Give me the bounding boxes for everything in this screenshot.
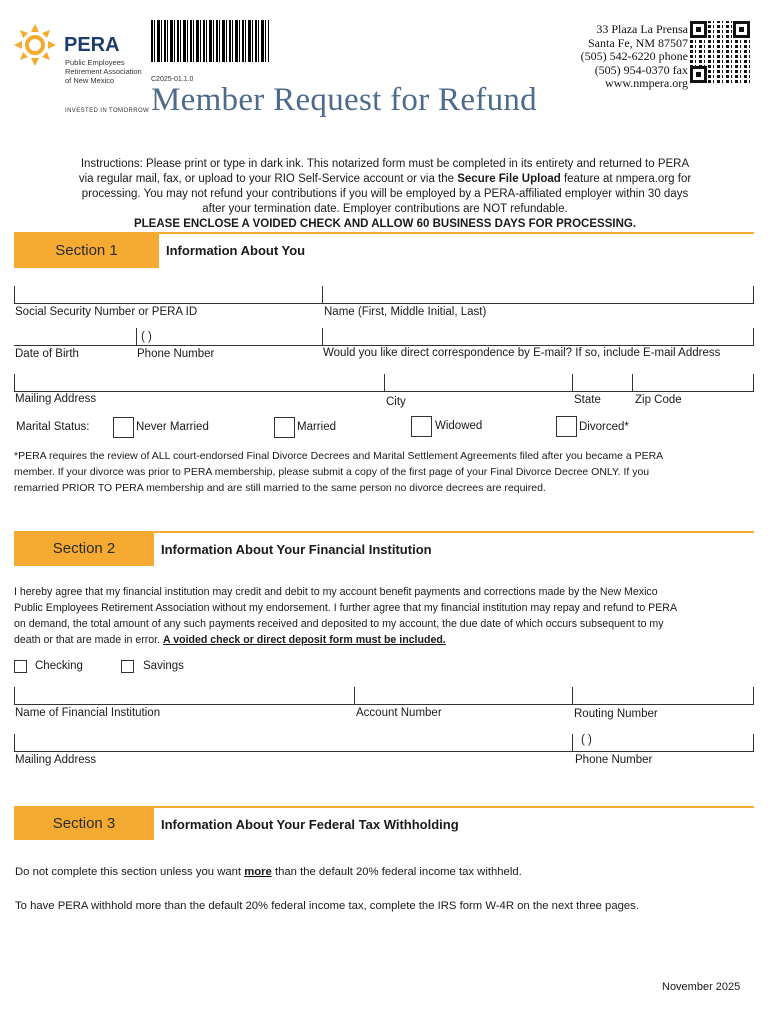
section2-label: Section 2 — [14, 531, 154, 566]
institution-name-field[interactable] — [14, 687, 354, 705]
phone-label: Phone Number — [137, 348, 215, 360]
state-label: State — [574, 394, 601, 406]
mailing-address-label: Mailing Address — [15, 393, 97, 405]
logo-subtitle: Public Employees Retirement Association of New Mexico — [65, 58, 142, 85]
divorced-checkbox[interactable] — [556, 416, 577, 437]
sun-logo-icon — [12, 22, 58, 68]
logo-tagline: INVESTED IN TOMORROW — [65, 108, 150, 114]
widowed-checkbox[interactable] — [411, 416, 432, 437]
checking-checkbox[interactable] — [14, 660, 27, 673]
ssn-label: Social Security Number or PERA ID — [15, 306, 198, 318]
barcode — [151, 20, 269, 62]
form-code: C2025-01.1.0 — [151, 76, 194, 83]
email-field[interactable] — [322, 328, 754, 346]
routing-number-field[interactable] — [572, 687, 754, 705]
tax-instruction-2: To have PERA withhold more than the default 20% federal income tax, complete the IRS form W-4R on the next three pages. — [15, 900, 639, 912]
phone-field[interactable] — [136, 328, 322, 346]
email-label: Would you like direct correspondence by E-mail? If so, include E-mail Address — [323, 347, 721, 359]
instructions: Instructions: Please print or type in dark ink. This notarized form must be completed in its entirety and returned to PERA via regular mail, fax, or upload to your RIO Self-Service account or via the Secure File Upload feature at nmpera.org for processing. You may not refund your contributions if you will be employed by a PERA-affiliated employer within 30 days after your termination date. Employer contributions are NOT refundable. PLEASE ENCLOSE A VOIDED CHECK AND ALLOW 60 BUSINESS DAYS FOR PROCESSING. — [78, 158, 692, 230]
savings-checkbox[interactable] — [121, 660, 134, 673]
pera-logo — [12, 22, 150, 117]
never-married-label: Never Married — [136, 421, 209, 433]
bank-mailing-address-label: Mailing Address — [15, 754, 97, 766]
revision-date: November 2025 — [662, 981, 741, 993]
checking-label: Checking — [35, 660, 83, 672]
pera-address: 33 Plaza La Prensa Santa Fe, NM 87507 (505) 542-6220 phone (505) 954-0370 fax www.nmpera.org — [580, 22, 688, 90]
married-checkbox[interactable] — [274, 417, 295, 438]
widowed-label: Widowed — [435, 420, 483, 432]
dob-field[interactable] — [14, 328, 136, 346]
tax-instruction-1: Do not complete this section unless you want more than the default 20% federal income tax withheld. — [15, 866, 522, 878]
section3-title: Information About Your Federal Tax Withholding — [161, 817, 459, 832]
name-label: Name (First, Middle Initial, Last) — [324, 306, 487, 318]
form-title: Member Request for Refund — [151, 82, 537, 118]
divorce-note: *PERA requires the review of ALL court-endorsed Final Divorce Decrees and Marital Settlement Agreements filed after you became a PERA member. If your divorce was prior to PERA membership, please submit a copy of the first page of your Final Divorce Decree ONLY. If you remarried PRIOR TO PERA membership and are still married to the same person no divorce decrees are required. — [14, 450, 664, 494]
marital-status-label: Marital Status: — [16, 421, 90, 433]
mailing-address-field[interactable] — [14, 374, 384, 392]
bank-phone-label: Phone Number — [575, 754, 653, 766]
divorced-label: Divorced* — [579, 421, 629, 433]
zip-field[interactable] — [632, 374, 754, 392]
city-label: City — [386, 396, 406, 408]
section1-title: Information About You — [166, 243, 306, 258]
section3-label: Section 3 — [14, 806, 154, 840]
logo-name: PERA — [64, 34, 120, 56]
ssn-field[interactable] — [14, 286, 322, 304]
married-label: Married — [297, 421, 336, 433]
phone-paren: ( ) — [141, 331, 152, 343]
qr-code — [690, 21, 750, 83]
dob-label: Date of Birth — [15, 348, 79, 360]
section1-label: Section 1 — [14, 232, 159, 268]
bank-mailing-address-field[interactable] — [14, 734, 572, 752]
zip-label: Zip Code — [635, 394, 682, 406]
routing-number-label: Routing Number — [574, 708, 658, 720]
institution-name-label: Name of Financial Institution — [15, 707, 161, 719]
account-number-field[interactable] — [354, 687, 572, 705]
city-field[interactable] — [384, 374, 572, 392]
name-field[interactable] — [322, 286, 754, 304]
section2-title: Information About Your Financial Institution — [161, 542, 432, 557]
never-married-checkbox[interactable] — [113, 417, 134, 438]
account-number-label: Account Number — [356, 707, 442, 719]
authorization-paragraph: I hereby agree that my financial institution may credit and debit to my account benefit payments and corrections made by the New Mexico Public Employees Retirement Association without my endorsement. I further agree that my financial institution may repay and refund to PERA on demand, the total amount of any such payments received and deposited to my account, the due date of which occurs subsequent to my death or that are made in error. A voided check or direct deposit form must be included. — [14, 586, 678, 646]
bank-phone-field[interactable] — [572, 734, 754, 752]
savings-label: Savings — [143, 660, 184, 672]
bank-phone-paren: ( ) — [581, 734, 592, 746]
state-field[interactable] — [572, 374, 632, 392]
